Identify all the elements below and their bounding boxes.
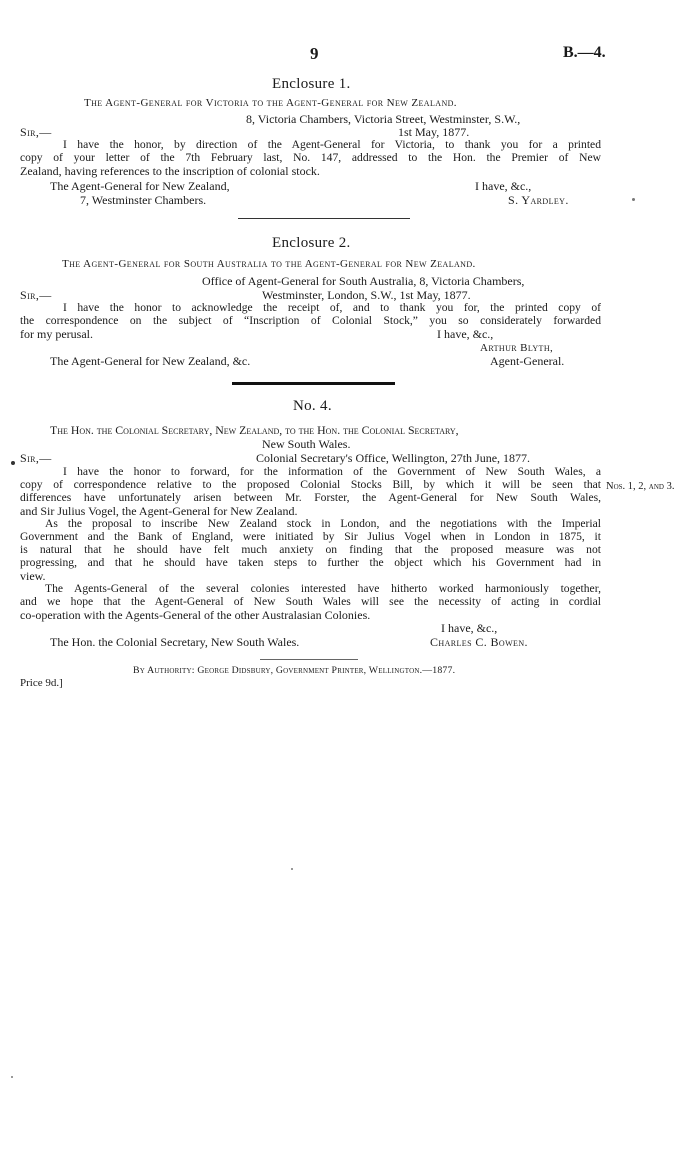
no-4-paragraph-line: view. bbox=[20, 569, 46, 583]
enclosure-2-body-line: the correspondence on the subject of “Inscription of Colonial Stock,” you so considerately forwarded bbox=[20, 315, 601, 327]
enclosure-2-address-date: Westminster, London, S.W., 1st May, 1877. bbox=[262, 288, 471, 302]
enclosure-2-title: The Agent-General for South Australia to the Agent-General for New Zealand. bbox=[62, 258, 476, 270]
scan-speck bbox=[11, 1076, 13, 1078]
scan-speck bbox=[291, 868, 293, 870]
no-4-paragraph-line: The Agents-General of the several colonies interested have hitherto worked harmoniously together, bbox=[45, 583, 601, 595]
footer-divider bbox=[260, 659, 358, 660]
no-4-paragraph-line: and Sir Julius Vogel, the Agent-General for New Zealand. bbox=[20, 504, 298, 518]
no-4-paragraph-line: As the proposal to inscribe New Zealand stock in London, and the negotiations with the Imperial bbox=[45, 518, 601, 530]
enclosure-1-body-line: Zealand, having references to the inscription of colonial stock. bbox=[20, 164, 320, 178]
scan-speck bbox=[632, 198, 635, 201]
no-4-signature: Charles C. Bowen. bbox=[430, 635, 528, 649]
scan-speck bbox=[11, 461, 15, 465]
no-4-address-date: Colonial Secretary's Office, Wellington, 27th June, 1877. bbox=[256, 451, 531, 465]
no-4-paragraph-line: I have the honor to forward, for the information of the Government of New South Wales, a bbox=[63, 466, 601, 478]
price-note: Price 9d.] bbox=[20, 677, 63, 689]
enclosure-1-title: The Agent-General for Victoria to the Agent-General for New Zealand. bbox=[84, 97, 457, 109]
enclosure-1-body-line: copy of your letter of the 7th February last, No. 147, addressed to the Hon. the Premier of New bbox=[20, 152, 601, 164]
margin-note: Nos. 1, 2, and 3. bbox=[606, 481, 675, 492]
no-4-heading: No. 4. bbox=[293, 398, 332, 414]
enclosure-1-address: 8, Victoria Chambers, Victoria Street, Westminster, S.W., bbox=[246, 112, 521, 126]
no-4-paragraph-line: Government and the Bank of England, were initiated by Sir Julius Vogel when in London in 1875, it bbox=[20, 531, 601, 543]
enclosure-1-heading: Enclosure 1. bbox=[272, 76, 351, 92]
no-4-paragraph-line: co-operation with the Agents-General of the other Australasian Colonies. bbox=[20, 608, 371, 622]
no-4-title: The Hon. the Colonial Secretary, New Zealand, to the Hon. the Colonial Secretary, bbox=[50, 423, 459, 437]
no-4-recipient: The Hon. the Colonial Secretary, New South Wales. bbox=[50, 635, 300, 649]
enclosure-1-salutation: Sir,— bbox=[20, 125, 52, 139]
no-4-paragraph-line: is natural that he should have felt much anxiety on finding that the proposed measure was not bbox=[20, 544, 601, 556]
no-4-paragraph-line: differences have unfortunately arisen between Mr. Forster, the Agent-General for New South Wales, bbox=[20, 492, 601, 504]
no-4-title-continued: New South Wales. bbox=[262, 437, 351, 451]
enclosure-2-heading: Enclosure 2. bbox=[272, 235, 351, 251]
enclosure-1-date: 1st May, 1877. bbox=[398, 125, 470, 139]
enclosure-2-address: Office of Agent-General for South Australia, 8, Victoria Chambers, bbox=[202, 274, 525, 288]
enclosure-2-recipient: The Agent-General for New Zealand, &c. bbox=[50, 354, 251, 368]
page-number: 9 bbox=[310, 44, 319, 63]
section-divider bbox=[238, 218, 410, 219]
enclosure-2-signature: Arthur Blyth, bbox=[480, 342, 554, 354]
enclosure-2-closing: I have, &c., bbox=[437, 327, 494, 341]
enclosure-1-closing: I have, &c., bbox=[475, 179, 532, 193]
enclosure-2-body-line: for my perusal. bbox=[20, 327, 93, 341]
enclosure-1-signature: S. Yardley. bbox=[508, 193, 569, 207]
enclosure-1-body-line: I have the honor, by direction of the Agent-General for Victoria, to thank you for a printed bbox=[63, 139, 601, 151]
enclosure-2-salutation: Sir,— bbox=[20, 288, 52, 302]
enclosure-1-recipient-address: 7, Westminster Chambers. bbox=[80, 193, 207, 207]
no-4-paragraph-line: progressing, and that he should have taken steps to further the object which his Government had in bbox=[20, 557, 601, 569]
enclosure-2-signature-title: Agent-General. bbox=[490, 354, 565, 368]
section-divider-thick bbox=[232, 382, 395, 385]
document-reference: B.—4. bbox=[563, 44, 606, 61]
no-4-salutation: Sir,— bbox=[20, 451, 52, 465]
printer-imprint: By Authority: George Didsbury, Government Printer, Wellington.—1877. bbox=[133, 665, 456, 676]
no-4-paragraph-line: and we hope that the Agent-General of New South Wales will see the necessity of acting in cordial bbox=[20, 596, 601, 608]
enclosure-2-body-line: I have the honor to acknowledge the receipt of, and to thank you for, the printed copy of bbox=[63, 302, 601, 314]
no-4-paragraph-line: copy of correspondence relative to the proposed Colonial Stocks Bill, by which it will be seen that bbox=[20, 479, 601, 491]
no-4-closing: I have, &c., bbox=[441, 621, 498, 635]
enclosure-1-recipient: The Agent-General for New Zealand, bbox=[50, 179, 230, 193]
